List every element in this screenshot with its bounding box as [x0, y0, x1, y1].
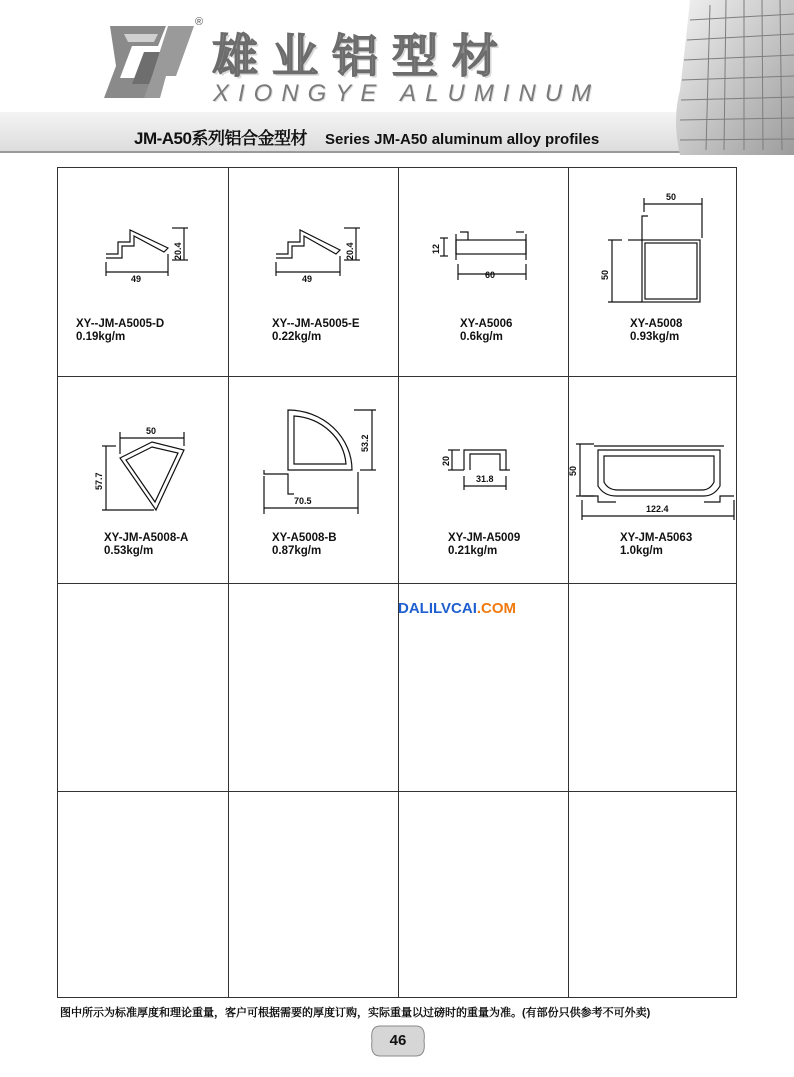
profile-weight: 0.22kg/m — [272, 331, 322, 343]
profile-caption — [76, 318, 164, 344]
watermark-part1: DALILVCAI — [398, 600, 477, 617]
site-watermark — [398, 600, 516, 617]
profile-drawing-a5005-d — [58, 168, 228, 376]
dim-label: 50 — [600, 269, 610, 280]
profile-caption — [630, 318, 682, 344]
profile-code: XY--JM-A5005-D — [76, 318, 165, 330]
registered-mark: ® — [195, 16, 204, 28]
dim-label: 50 — [146, 426, 157, 436]
profile-code: XY-JM-A5063 — [620, 532, 693, 544]
profile-code: XY-A5006 — [460, 318, 513, 330]
series-title-en: Series JM-A50 aluminum alloy profiles — [324, 131, 600, 148]
dim-label: 50 — [666, 192, 677, 202]
profile-weight: 0.87kg/m — [272, 545, 322, 557]
profile-grid — [57, 167, 737, 998]
dim-label: 20.4 — [173, 242, 183, 260]
profile-weight: 0.21kg/m — [448, 545, 498, 557]
profile-weight: 0.19kg/m — [76, 331, 126, 343]
profile-cell — [228, 168, 398, 376]
profile-code: XY-A5008 — [630, 318, 683, 330]
profile-weight: 0.6kg/m — [460, 331, 503, 343]
grid-divider — [58, 791, 736, 792]
page-header — [0, 0, 794, 160]
dim-label: 70.5 — [294, 496, 312, 506]
dim-label: 53.2 — [360, 434, 370, 452]
profile-cell — [228, 376, 398, 584]
dim-label: 122.4 — [646, 504, 669, 514]
watermark-part2: .COM — [476, 600, 517, 617]
series-title-cn: JM-A50系列铝合金型材 — [134, 129, 307, 148]
brand-name-en: XIONGYE ALUMINUM — [213, 80, 601, 107]
dim-label: 50 — [568, 465, 578, 476]
dim-label: 20.4 — [345, 242, 355, 260]
dim-label: 20 — [441, 455, 451, 466]
profile-caption — [448, 532, 520, 558]
profile-drawing-a5008 — [568, 168, 738, 376]
profile-cell — [398, 376, 568, 584]
dim-label: 12 — [431, 243, 441, 254]
dim-label: 57.7 — [94, 472, 104, 490]
page-number: 46 — [389, 1032, 407, 1049]
dim-label: 49 — [131, 274, 142, 284]
profile-drawing-a5006 — [398, 168, 568, 376]
profile-weight: 0.53kg/m — [104, 545, 154, 557]
profile-code: XY-JM-A5008-A — [104, 532, 189, 544]
profile-cell — [568, 376, 738, 584]
profile-caption — [460, 318, 512, 344]
dim-label: 31.8 — [476, 474, 494, 484]
profile-code: XY--JM-A5005-E — [272, 318, 360, 330]
profile-weight: 0.93kg/m — [630, 331, 680, 343]
xiongye-logo-icon — [104, 18, 196, 100]
profile-code: XY-JM-A5009 — [448, 532, 521, 544]
profile-cell — [398, 168, 568, 376]
profile-caption — [272, 532, 337, 558]
dim-label: 60 — [485, 270, 496, 280]
profile-cell — [58, 168, 228, 376]
series-title — [134, 124, 599, 149]
page-number-badge — [370, 1024, 426, 1058]
footer-note: 图中所示为标准厚度和理论重量，客户可根据需要的厚度订购，实际重量以过磅时的重量为准。(有部份只供参考不可外卖) — [60, 1007, 651, 1019]
profile-caption — [104, 532, 188, 558]
profile-weight: 1.0kg/m — [620, 545, 663, 557]
dim-label: 49 — [302, 274, 313, 284]
profile-code: XY-A5008-B — [272, 532, 337, 544]
profile-caption — [272, 318, 360, 344]
brand-name-cn: 雄业铝型材 — [212, 29, 512, 83]
profile-cell — [568, 168, 738, 376]
building-photo-icon — [660, 0, 794, 155]
profile-cell — [58, 376, 228, 584]
profile-drawing-a5005-e — [228, 168, 398, 376]
profile-caption — [620, 532, 692, 558]
